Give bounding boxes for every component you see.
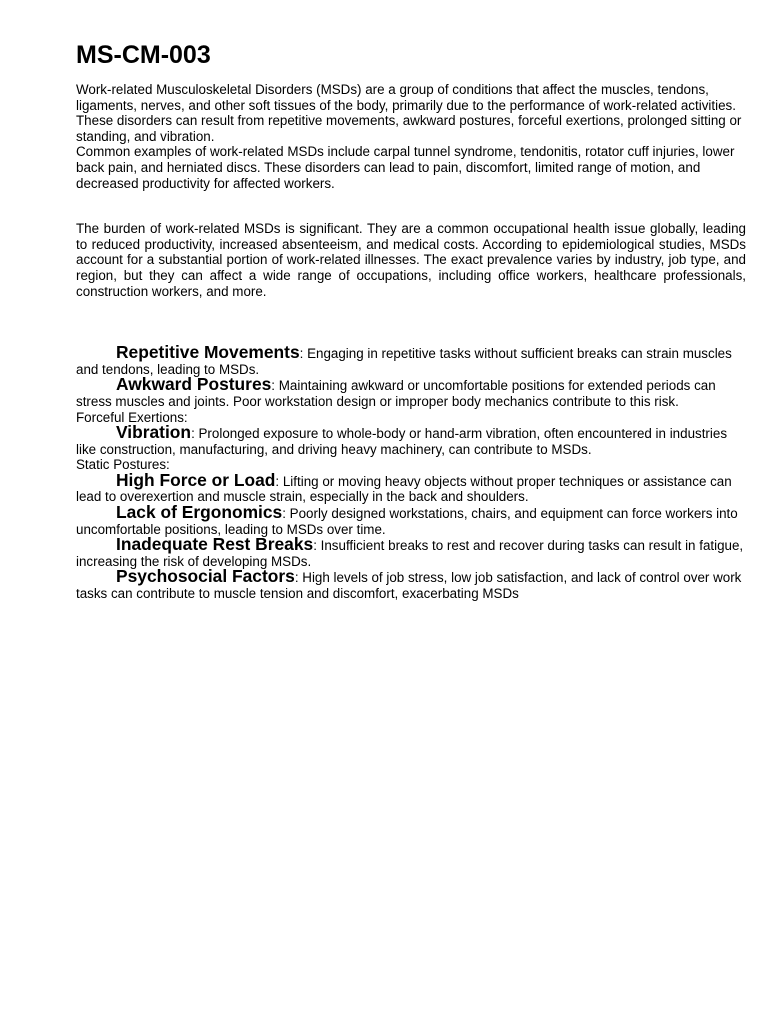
risk-factor-description: : Prolonged exposure to whole-body or hand-arm vibration, often encountered in industries like construction, manufacturing, and driving heavy machinery, can contribute to MSDs. (76, 426, 728, 457)
risk-factor-name: Inadequate Rest Breaks (116, 534, 314, 555)
document-page (76, 40, 746, 602)
burden-paragraph: The burden of work-related MSDs is significant. They are a common occupational health issue globally, leading to reduced productivity, increased absenteeism, and medical costs. According to epidemiological studies, MSDs account for a substantial portion of work-related illnesses. The exact prevalence varies by industry, job type, and region, but they can affect a wide range of occupations, including office workers, healthcare professionals, construction workers, and more. (76, 221, 746, 299)
risk-factor-name: Vibration (116, 422, 192, 443)
risk-factor-item (76, 566, 746, 602)
risk-factor-description: : Insufficient breaks to rest and recover during tasks can result in fatigue, increasing the risk of developing MSDs. (76, 538, 744, 569)
risk-factor-heading-plain: Static Postures: (76, 457, 170, 473)
risk-factor-name: Repetitive Movements (116, 342, 300, 363)
intro-section (76, 82, 746, 191)
risk-factor-item (76, 502, 746, 537)
risk-factor-item (76, 534, 746, 569)
risk-factor-list (76, 342, 746, 602)
risk-factor-item (76, 469, 746, 505)
risk-factor-description: : Maintaining awkward or uncomfortable positions for extended periods can stress muscles and joints. Poor workstation design or improper body mechanics contribute to this risk. (76, 378, 716, 409)
risk-factor-item (76, 342, 746, 377)
risk-factor-item (76, 374, 746, 409)
risk-factor-description: : Engaging in repetitive tasks without sufficient breaks can strain muscles and tendons, leading to MSDs. (76, 346, 732, 377)
risk-factor-item (76, 422, 746, 457)
risk-factor-description: : High levels of job stress, low job satisfaction, and lack of control over work tasks can contribute to muscle tension and discomfort, exacerbating MSDs (76, 570, 742, 602)
risk-factor-name: High Force or Load (116, 469, 276, 490)
risk-factor-description: : Lifting or moving heavy objects without proper techniques or assistance can lead to overexertion and muscle strain, especially in the back and shoulders. (76, 473, 732, 505)
document-title: MS-CM-003 (76, 41, 211, 69)
risk-factor-heading-plain: Forceful Exertions: (76, 409, 188, 425)
risk-factor-name: Psychosocial Factors (116, 566, 295, 587)
spacer (76, 191, 746, 221)
intro-paragraph: Common examples of work-related MSDs include carpal tunnel syndrome, tendonitis, rotator cuff injuries, lower back pain, and herniated discs. These disorders can lead to pain, discomfort, limited range of motion, and decreased productivity for affected workers. (76, 144, 735, 191)
risk-factor-name: Lack of Ergonomics (116, 502, 283, 523)
intro-paragraph: Work-related Musculoskeletal Disorders (MSDs) are a group of conditions that affect the muscles, tendons, ligaments, nerves, and other soft tissues of the body, primarily due to the performance of work-related activities. These disorders can result from repetitive movements, awkward postures, forceful exertions, prolonged sitting or standing, and vibration. (76, 82, 742, 144)
risk-factor-name: Awkward Postures (116, 374, 272, 395)
risk-factor-description: : Poorly designed workstations, chairs, and equipment can force workers into uncomfortable positions, leading to MSDs over time. (76, 506, 738, 537)
spacer (76, 299, 746, 345)
